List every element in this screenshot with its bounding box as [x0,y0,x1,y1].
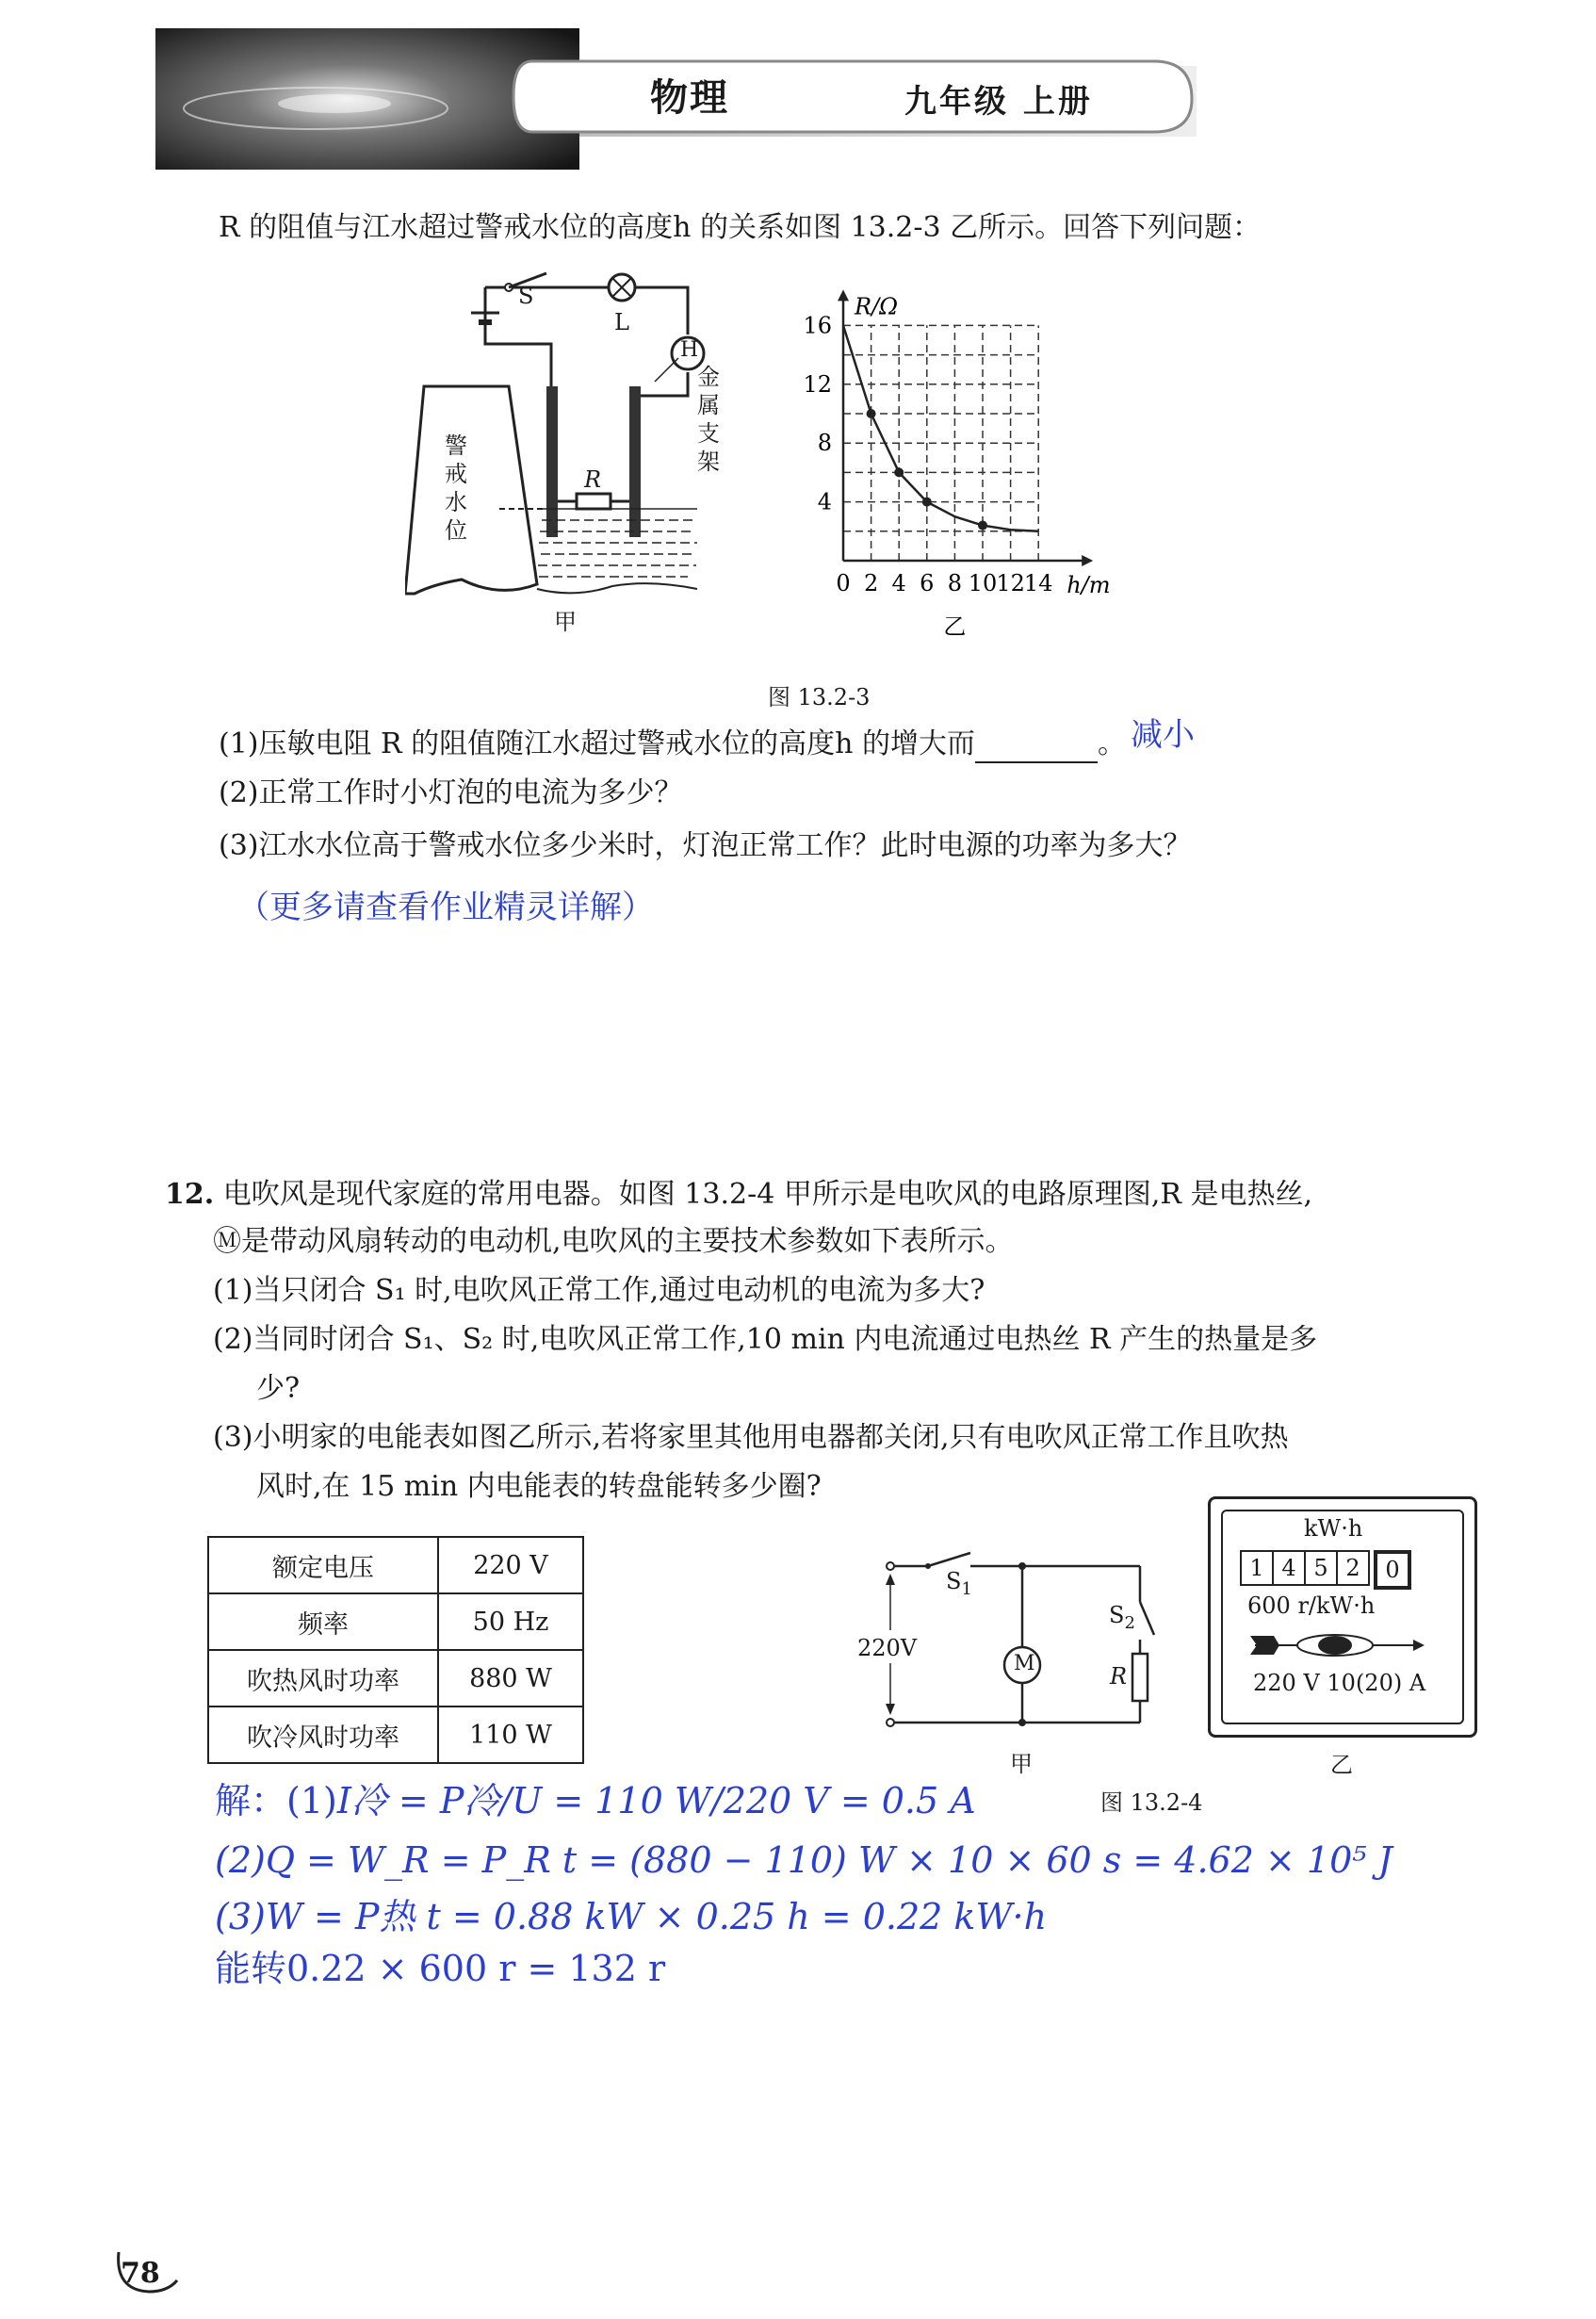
table-cell: 频率 [208,1593,438,1650]
q11-intro: R 的阻值与江水超过警戒水位的高度h 的关系如图 13.2-3 乙所示。回答下列问题： [219,211,1262,244]
parameter-table [207,1536,584,1764]
label-warning-level: 警戒水位 [445,433,467,544]
q12-line1 [165,1176,1312,1214]
answer-line-3: (3)W = P热 t = 0.88 kW × 0.25 h = 0.22 kW·h [215,1896,1048,1937]
data-point [894,467,904,477]
grade-label: 九年级 上册 [904,83,1093,121]
x-tick-label: 2 [863,570,879,596]
x-tick-label: 6 [920,570,935,596]
label-L: L [614,309,629,335]
x-tick-label: 10 [968,570,998,596]
switch-s2-label [1109,1602,1135,1633]
q12-line1-text: 电吹风是现代家庭的常用电器。如图 13.2-4 甲所示是电吹风的电路原理图,R 是电热丝, [222,1178,1313,1211]
table-cell: 吹热风时功率 [208,1650,438,1707]
table-cell: 吹冷风时功率 [208,1707,438,1763]
answer-line-4: 能转0.22 × 600 r = 132 r [215,1948,666,1989]
caption-jia-2: 甲 [1010,1751,1033,1777]
table-row [208,1650,583,1707]
meter-unit: kW·h [1304,1515,1363,1542]
q12-sub2b: 少? [256,1372,301,1405]
figure-caption-13-2-4: 图 13.2-4 [1100,1789,1203,1816]
table-cell: 110 W [438,1707,583,1763]
table-row [208,1593,583,1650]
x-tick-label: 4 [891,570,906,596]
data-point [867,409,876,418]
r-h-chart [796,278,1286,645]
figure-13-2-3-yi [796,278,1286,645]
x-axis-arrow [1082,555,1093,566]
meter-digit: 1 [1240,1550,1274,1586]
q12-sub2a: (2)当同时闭合 S₁、S₂ 时,电吹风正常工作,10 min 内电流通过电热丝 R 产生的热量是多 [213,1323,1318,1356]
meter-digit: 4 [1272,1550,1306,1586]
q11-sub2: (2)正常工作时小灯泡的电流为多少？ [219,776,683,809]
s1-letter: S [946,1568,962,1594]
voltage-label: 220V [857,1635,918,1661]
meter-digit: 2 [1336,1550,1370,1586]
figure-13-2-4-yi [1208,1496,1481,1778]
answer-prefix: 解：(1) [215,1780,337,1821]
label-S: S [518,283,534,309]
q11-sub1-text: (1)压敏电阻 R 的阻值随江水超过警戒水位的高度h 的增大而 [219,727,976,760]
q11-sub1-end: 。 [1098,727,1127,760]
caption-yi-2: 乙 [1330,1752,1353,1778]
x-tick-label: 8 [947,570,963,596]
page-number: 78 [121,2257,160,2290]
data-point [978,521,987,531]
s2-sub: 2 [1124,1612,1135,1633]
y-axis-arrow [838,289,849,301]
y-tick-label: 16 [803,312,832,339]
s1-sub: 1 [961,1578,972,1599]
answer-l1: I冷 = P冷/U = 110 W/220 V = 0.5 A [336,1780,976,1821]
y-axis-label: R/Ω [855,293,899,320]
meter-dial [1246,1626,1434,1668]
s2-letter: S [1109,1602,1125,1628]
y-tick-label: 8 [817,430,832,457]
answer-line-1 [215,1773,976,1828]
x-axis-label: h/m [1067,572,1111,598]
y-tick-label: 4 [817,488,832,515]
q11-sub1-answer: 减小 [1131,716,1195,754]
series-line [843,325,1038,531]
meter-digit: 5 [1304,1550,1338,1586]
meter-digits [1240,1550,1411,1590]
table-cell: 50 Hz [438,1593,583,1650]
x-tick-label: 0 [836,570,851,596]
q12-number: 12. [165,1178,215,1211]
subject-title: 物理 [650,75,729,120]
x-tick-label: 12 [996,570,1025,596]
answer-line-2: (2)Q = W_R = P_R t = (880 − 110) W × 10 × 60 s = 4.62 × 10⁵ J [215,1839,1392,1881]
q11-sub3: (3)江水水位高于警戒水位多少米时，灯泡正常工作？此时电源的功率为多大？ [219,829,1192,862]
meter-digit-decimal: 0 [1374,1550,1411,1590]
meter-rating: 220 V 10(20) A [1253,1670,1426,1696]
x-tick-label: 14 [1023,570,1053,596]
y-tick-label: 12 [803,370,832,398]
figure-13-2-4-jia [848,1545,1159,1777]
q11-sub1-blank [975,733,1098,763]
label-R: R [584,466,602,493]
table-cell: 220 V [438,1537,583,1593]
more-details-link[interactable]: （更多请查看作业精灵详解） [237,889,654,926]
figure-caption-13-2-3: 图 13.2-3 [768,684,871,710]
table-cell: 880 W [438,1650,583,1707]
figure-13-2-3-jia [405,254,720,635]
caption-jia: 甲 [554,609,577,635]
meter-rate: 600 r/kW·h [1247,1592,1376,1619]
q11-sub1 [219,726,1126,763]
caption-yi: 乙 [943,613,967,640]
heater-r-label: R [1110,1663,1128,1690]
q12-sub1: (1)当只闭合 S₁ 时,电吹风正常工作,通过电动机的电流为多大? [213,1274,985,1307]
label-metal-frame: 金属支架 [697,364,720,475]
switch-s1-label [946,1568,972,1599]
table-row [208,1537,583,1593]
table-cell: 额定电压 [208,1537,438,1593]
label-H: H [680,338,699,362]
q12-sub3a: (3)小明家的电能表如图乙所示,若将家里其他用电器都关闭,只有电吹风正常工作且吹热 [213,1421,1289,1454]
table-row [208,1707,583,1763]
q12-line2: Ⓜ是带动风扇转动的电动机,电吹风的主要技术参数如下表所示。 [213,1225,1014,1258]
motor-label: M [1014,1652,1035,1675]
data-point [922,498,932,507]
q12-sub3b: 风时,在 15 min 内电能表的转盘能转多少圈? [256,1470,822,1503]
